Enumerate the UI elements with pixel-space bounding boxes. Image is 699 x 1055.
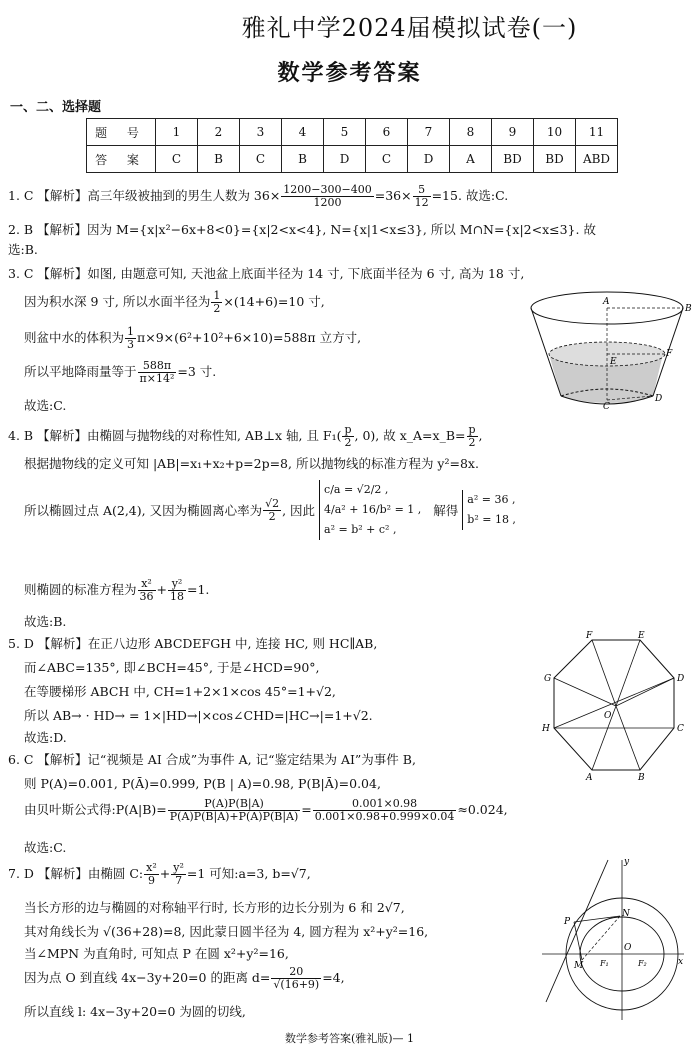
q7-line-2: 当长方形的边与椭圆的对称轴平行时, 长方形的边长分别为 6 和 2√7, — [24, 900, 405, 915]
q3-fraction: $\frac{1}{2}$ — [213, 289, 221, 315]
q-answer: C — [156, 146, 198, 173]
answer-table-answer-row — [87, 146, 618, 173]
q6-line-4: 故选:C. — [24, 840, 67, 855]
q7-line-5: 因为点 O 到直线 4x−3y+20=0 的距离 d= $\frac{20}{√(16+9)}$ =4, — [24, 965, 345, 991]
q1-text: 1. C 【解析】高三年级被抽到的男生人数为 36× — [8, 188, 281, 203]
q5-line-1: 5. D 【解析】在正八边形 ABCDEFGH 中, 连接 HC, 则 HC∥AB, — [8, 636, 378, 651]
label-F2: F₂ — [638, 959, 647, 968]
diag-OF — [592, 640, 616, 706]
label-E: E — [610, 357, 617, 367]
q3-line-4: 所以平地降雨量等于 $\frac{588\pi}{\text{π×14²}}$ =3 寸. — [24, 359, 217, 385]
q-number: 8 — [450, 119, 492, 146]
segment-MN — [582, 916, 620, 960]
segment-PN — [574, 916, 620, 922]
q-answer: C — [366, 146, 408, 173]
q6-line-3: 由贝叶斯公式得:P(A|B)= $\frac{P(A)P(B|A)}{P(A)P(B|A)+P(Ā)P(B|Ā)}$ = $\frac{0.001\times 0.98}{0.001\times 0.98+0.999\times 0.04}$ ≈0.024, — [24, 797, 508, 823]
q5-line-3: 在等腰梯形 ABCH 中, CH=1+2×1×cos 45°=1+√2, — [24, 684, 336, 699]
q5-line-5: 故选:D. — [24, 730, 67, 745]
label-F: F — [666, 349, 673, 359]
octagon-figure — [532, 628, 692, 783]
label-D: D — [677, 674, 685, 684]
q7-line-6: 所以直线 l: 4x−3y+20=0 为圆的切线, — [24, 1004, 246, 1019]
q5-line-4: 所以 AB→ · HD→ = 1×|HD→|×cos∠CHD=|HC→|=1+√2. — [24, 708, 373, 723]
diag-OG — [554, 678, 616, 706]
q4-line-1: 4. B 【解析】由椭圆与抛物线的对称性知, AB⊥x 轴, 且 F₁( $\frac{p}{2}$ , 0), 故 x_A=x_B= $\frac{p}{2}$ , — [8, 423, 483, 449]
q-number: 4 — [282, 119, 324, 146]
q-answer: ABD — [576, 146, 618, 173]
q-answer: B — [282, 146, 324, 173]
q-number: 2 — [198, 119, 240, 146]
q3-fraction: $\frac{588\pi}{\text{π×14²}}$ — [139, 359, 175, 385]
q7-line-1: 7. D 【解析】由椭圆 C: $\frac{\text{x²}}{9}$ + $\frac{\text{y²}}{7}$ =1 可知:a=3, b=√7, — [8, 861, 311, 887]
q3-line-5: 故选:C. — [24, 398, 67, 413]
label-C: C — [677, 724, 684, 734]
q4-line-3: 所以椭圆过点 A(2,4), 又因为椭圆离心率为 $\frac{√2}{2}$ , 因此 c/a = √2/2 , 4/a² + 16/b² = 1 , a² = b² + c² , 解得 a² = 36 , b² = 18 , — [24, 480, 516, 540]
diag-OB — [616, 706, 640, 770]
q6-line-1: 6. C 【解析】记“视频是 AI 合成”为事件 A, 记“鉴定结果为 AI”为事件 B, — [8, 752, 416, 767]
q-answer: C — [240, 146, 282, 173]
ellipse-circle-figure — [538, 852, 688, 1024]
q-number: 11 — [576, 119, 618, 146]
page-footer: 数学参考答案(雅礼版)— 1 — [284, 1032, 415, 1045]
row-label-number: 题 号 — [87, 119, 156, 146]
q-number: 10 — [534, 119, 576, 146]
label-A: A — [603, 297, 610, 307]
q-answer: B — [198, 146, 240, 173]
q-answer: A — [450, 146, 492, 173]
q5-line-2: 而∠ABC=135°, 即∠BCH=45°, 于是∠HCD=90°, — [24, 660, 320, 675]
row-label-answer: 答 案 — [87, 146, 156, 173]
q3-line-3: 则盆中水的体积为 $\frac{1}{3}$ π×9×(6²+10²+6×10)=588π 立方寸, — [24, 325, 362, 351]
section-heading: 一、二、选择题 — [10, 100, 102, 115]
q2-line-2: 选:B. — [8, 242, 38, 257]
q6-line-2: 则 P(A)=0.001, P(Ā)=0.999, P(B | A)=0.98, P(B|Ā)=0.04, — [24, 776, 381, 791]
basin-figure — [525, 288, 695, 413]
q-number: 6 — [366, 119, 408, 146]
tangent-line-l — [546, 860, 608, 1002]
q-answer: D — [324, 146, 366, 173]
label-C: C — [603, 402, 610, 412]
q4-line-4: 则椭圆的标准方程为 $\frac{\text{x²}}{36}$ + $\frac{\text{y²}}{18}$ =1. — [24, 577, 210, 603]
q-number: 7 — [408, 119, 450, 146]
label-O: O — [604, 711, 612, 721]
label-D: D — [655, 394, 663, 404]
q4-line-2: 根据抛物线的定义可知 |AB|=x₁+x₂+p=2p=8, 所以抛物线的标准方程为 y²=8x. — [24, 456, 479, 471]
segment-HD — [554, 678, 674, 728]
q1-solution: 1. C 【解析】高三年级被抽到的男生人数为 36× $\frac{1200-300-400}{1200}$ =36× $\frac{5}{12}$ =15. 故选:C. — [8, 183, 509, 209]
x-axis-label: x — [678, 957, 684, 967]
q3-line-1: 3. C 【解析】如图, 由题意可知, 天池盆上底面半径为 14 寸, 下底面半径为 6 寸, 高为 18 寸, — [8, 266, 525, 281]
answer-table — [86, 118, 618, 173]
q-answer: D — [408, 146, 450, 173]
school-title: 雅礼中学2024届模拟试卷(一) — [241, 14, 578, 42]
label-B: B — [638, 773, 645, 783]
q1-fraction-2: $\frac{5}{12}$ — [414, 183, 429, 209]
answer-table-number-row — [87, 119, 618, 146]
q1-fraction-1: $\frac{1200-300-400}{1200}$ — [283, 183, 372, 209]
q4-solution-system: a² = 36 , b² = 18 , — [462, 490, 516, 530]
q4-line-5: 故选:B. — [24, 614, 67, 629]
q7-line-4: 当∠MPN 为直角时, 可知点 P 在圆 x²+y²=16, — [24, 946, 289, 961]
q3-line-2: 因为积水深 9 寸, 所以水面半径为 $\frac{1}{2}$ ×(14+6)=10 寸, — [24, 289, 325, 315]
label-G: G — [544, 674, 552, 684]
y-axis-label: y — [624, 857, 630, 867]
label-E: E — [638, 631, 645, 641]
q3-fraction: $\frac{1}{3}$ — [127, 325, 135, 351]
label-H: H — [542, 724, 550, 734]
doc-title: 数学参考答案 — [277, 60, 422, 86]
q-number: 9 — [492, 119, 534, 146]
label-F: F — [586, 631, 593, 641]
q-number: 1 — [156, 119, 198, 146]
label-N: N — [622, 909, 630, 919]
label-P: P — [564, 917, 571, 927]
q-answer: BD — [492, 146, 534, 173]
q-answer: BD — [534, 146, 576, 173]
q7-line-3: 其对角线长为 √(36+28)=8, 因此蒙日圆半径为 4, 圆方程为 x²+y²=16, — [24, 924, 429, 939]
label-B: B — [685, 304, 692, 314]
q-number: 5 — [324, 119, 366, 146]
q4-equation-system: c/a = √2/2 , 4/a² + 16/b² = 1 , a² = b² + c² , — [319, 480, 421, 540]
label-F1: F₁ — [600, 959, 609, 968]
q2-line-1: 2. B 【解析】因为 M={x|x²−6x+8<0}={x|2<x<4}, N={x|1<x≤3}, 所以 M∩N={x|2<x≤3}. 故 — [8, 222, 596, 237]
label-M: M — [574, 961, 584, 971]
q-number: 3 — [240, 119, 282, 146]
label-O: O — [624, 943, 632, 953]
label-A: A — [586, 773, 593, 783]
